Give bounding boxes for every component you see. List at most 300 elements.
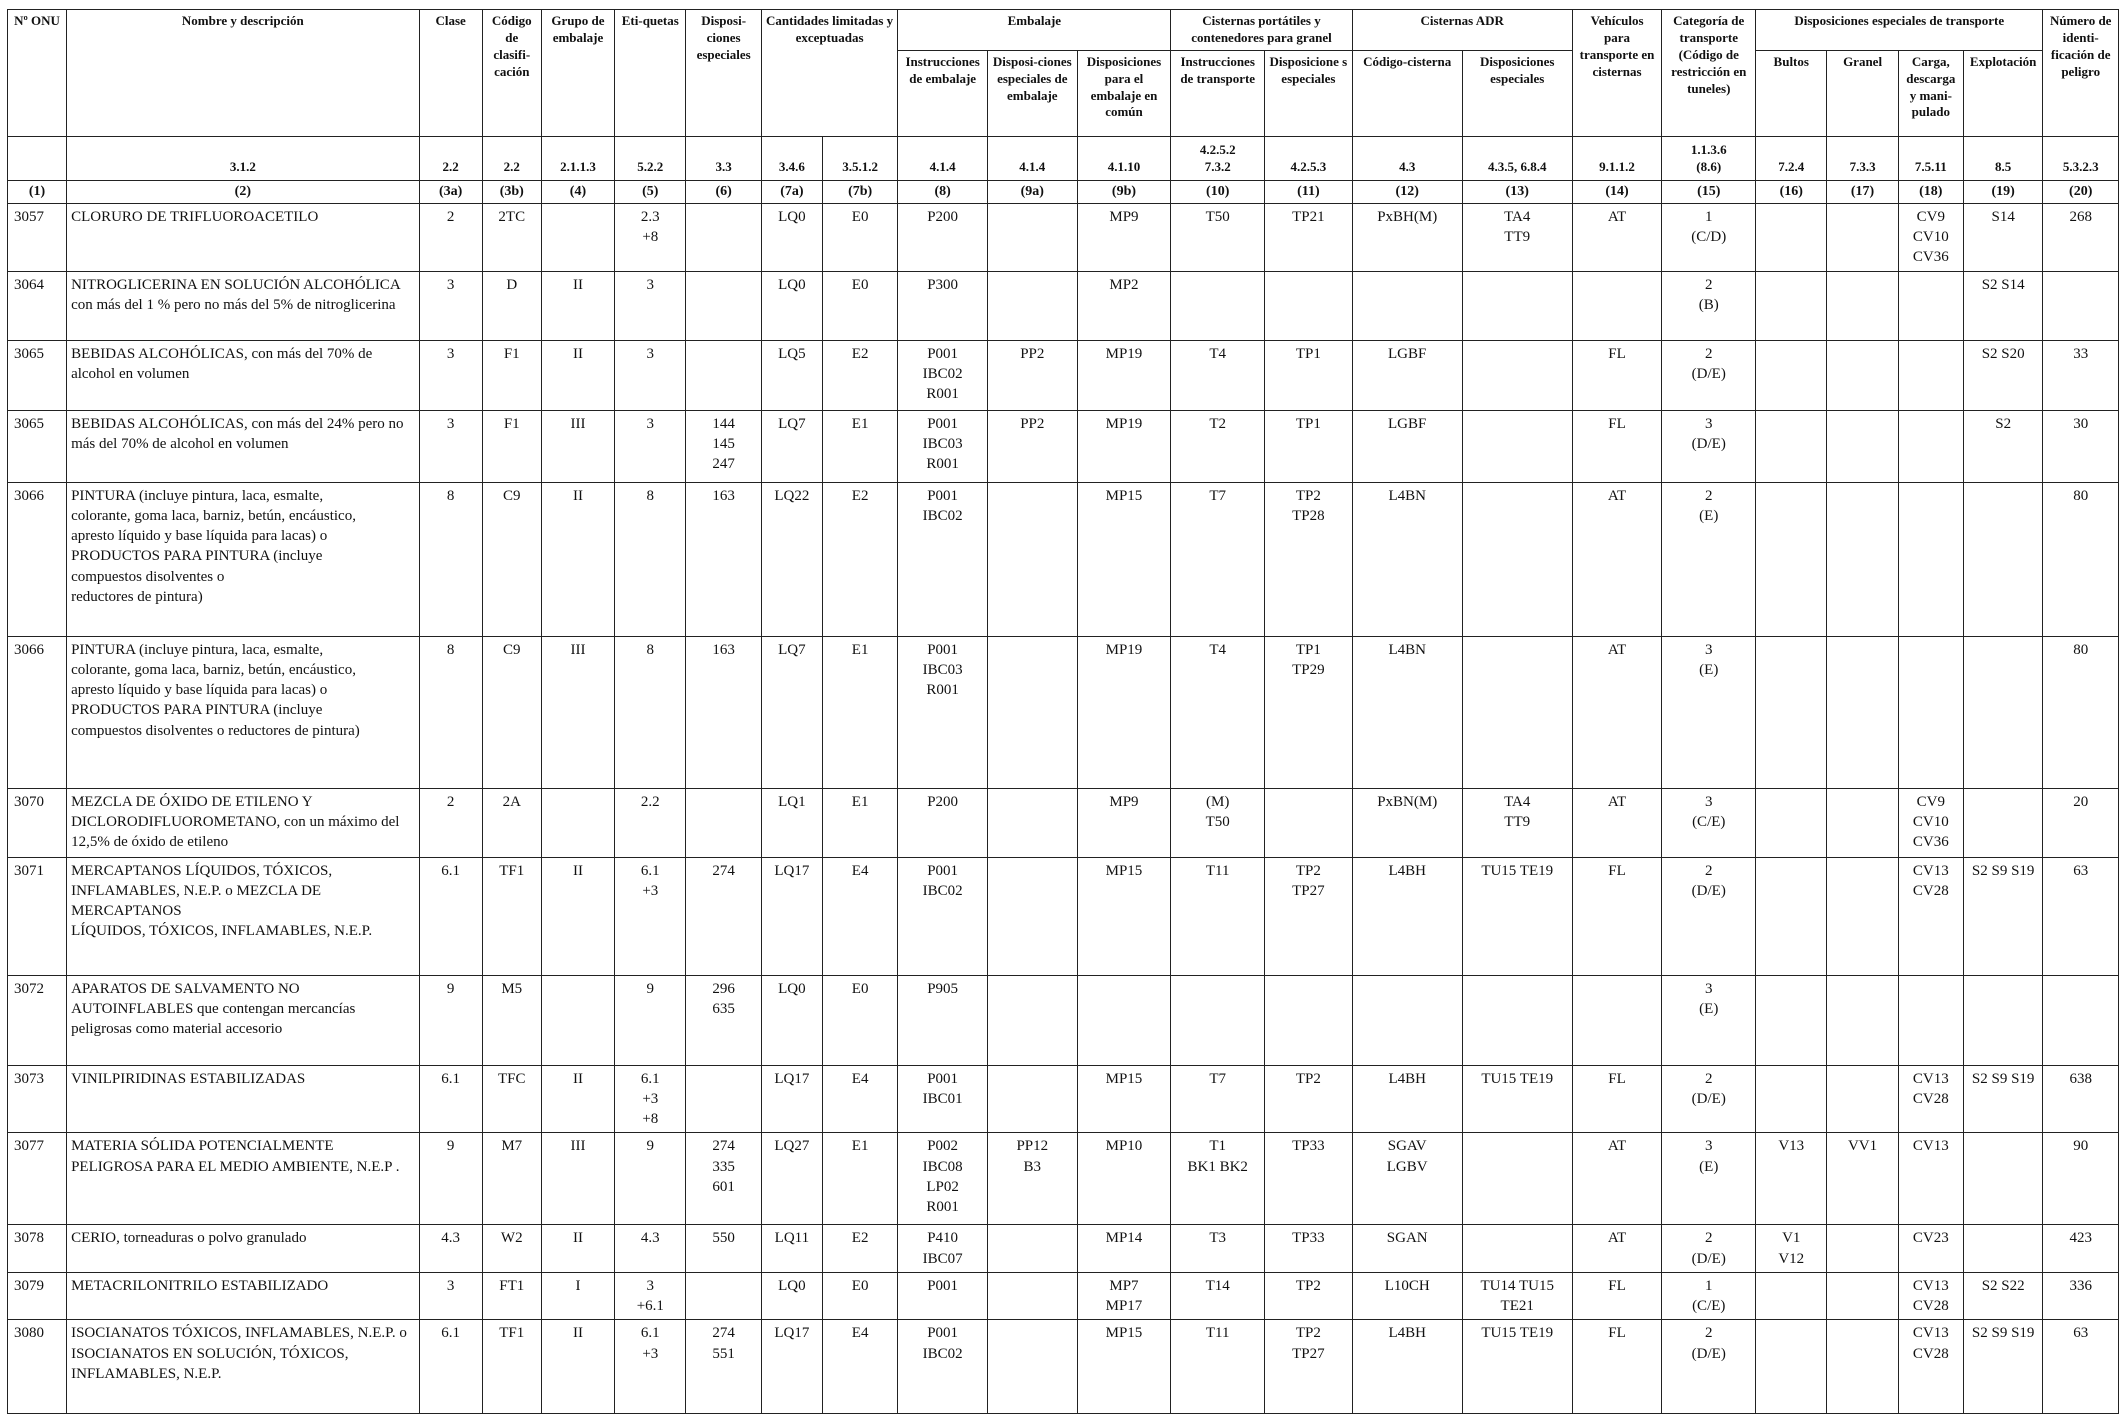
col-header-embalaje-comun: Disposiciones para el embalaje en común bbox=[1077, 50, 1171, 136]
cell-line: 3 bbox=[446, 276, 455, 293]
cell-line: 3 bbox=[446, 415, 455, 432]
col-header-embalaje: Embalaje bbox=[898, 10, 1171, 51]
cell-line: TP1 bbox=[1295, 415, 1321, 432]
table-row bbox=[8, 1320, 2119, 1414]
col-ref-lq: 3.4.6 bbox=[761, 136, 822, 180]
cell-granel bbox=[1827, 340, 1898, 410]
col-num-grupo: (4) bbox=[541, 180, 614, 203]
cell-grupo bbox=[541, 203, 614, 271]
cell-embalaje-comun bbox=[1077, 410, 1171, 482]
cell-line: TU15 TE19 bbox=[1481, 1070, 1554, 1087]
cell-codigo bbox=[482, 203, 541, 271]
cell-line: S2 S9 S19 bbox=[1971, 862, 2035, 879]
cell-line: 63 bbox=[2073, 862, 2089, 879]
cell-carga bbox=[1898, 857, 1963, 975]
cell-grupo bbox=[541, 1133, 614, 1225]
cell-line: TE21 bbox=[1500, 1298, 1534, 1315]
cell-line: T50 bbox=[1205, 208, 1230, 225]
cell-cantidad-limitada bbox=[761, 340, 822, 410]
cell-cantidad-limitada bbox=[761, 1272, 822, 1320]
cell-carga bbox=[1898, 1133, 1963, 1225]
cell-disp-cisternas bbox=[1265, 410, 1353, 482]
col-num-lq: (7a) bbox=[761, 180, 822, 203]
cell-line: LP02 bbox=[926, 1178, 959, 1195]
table-row bbox=[8, 1272, 2119, 1320]
cell-line: LQ17 bbox=[774, 1325, 810, 1342]
cell-line: PINTURA (incluye pintura, laca, esmalte, bbox=[71, 487, 324, 504]
cell-peligro bbox=[2043, 636, 2119, 788]
col-num-explotacion: (19) bbox=[1963, 180, 2043, 203]
cell-disp-cisternas bbox=[1265, 788, 1353, 857]
cell-line: C9 bbox=[503, 641, 521, 658]
cell-line: S2 S14 bbox=[1981, 276, 2025, 293]
cell-line: TP2 bbox=[1295, 1325, 1321, 1342]
cell-line: 3 bbox=[1704, 641, 1713, 658]
cell-line: S2 S22 bbox=[1981, 1277, 2025, 1294]
cell-line: apresto líquido y base líquida para lacas) o bbox=[71, 682, 328, 699]
cell-carga bbox=[1898, 340, 1963, 410]
cell-vehiculos bbox=[1572, 975, 1662, 1065]
cell-line: LQ5 bbox=[778, 345, 806, 362]
cell-line: LGBF bbox=[1388, 415, 1427, 432]
cell-codigo-cisterna bbox=[1352, 1272, 1462, 1320]
cell-line: 6.1 bbox=[441, 1325, 461, 1342]
cell-line: II bbox=[572, 276, 583, 293]
cell-codigo bbox=[482, 1065, 541, 1133]
cell-line: II bbox=[572, 1070, 583, 1087]
cell-line: B3 bbox=[1023, 1158, 1042, 1175]
cell-cantidad-limitada bbox=[761, 788, 822, 857]
col-header-instrucciones-embalaje: Instrucciones de embalaje bbox=[898, 50, 988, 136]
cell-line: LQ0 bbox=[778, 208, 806, 225]
cell-embalaje-comun bbox=[1077, 857, 1171, 975]
cell-line: +3 bbox=[642, 882, 659, 899]
cell-disp-embalaje bbox=[987, 975, 1077, 1065]
cell-disposiciones bbox=[686, 857, 761, 975]
cell-line: R001 bbox=[926, 456, 959, 473]
cell-peligro bbox=[2043, 1320, 2119, 1414]
table-row bbox=[8, 410, 2119, 482]
cell-peligro bbox=[2043, 788, 2119, 857]
cell-clase bbox=[419, 1225, 482, 1273]
cell-cantidad-exceptuada bbox=[822, 636, 897, 788]
cell-instrucciones-embalaje bbox=[898, 1133, 988, 1225]
col-ref-disp-embalaje: 4.1.4 bbox=[987, 136, 1077, 180]
cell-embalaje-comun bbox=[1077, 636, 1171, 788]
table-row bbox=[8, 340, 2119, 410]
col-header-categoria: Categoría de transporte (Código de restricción en tuneles) bbox=[1662, 10, 1756, 137]
cell-line: AT bbox=[1607, 641, 1627, 658]
col-ref-clase: 2.2 bbox=[419, 136, 482, 180]
cell-disp-adr bbox=[1462, 1320, 1572, 1414]
cell-cantidad-exceptuada bbox=[822, 1272, 897, 1320]
cell-line: 423 bbox=[2069, 1230, 2092, 1247]
cell-line: W2 bbox=[500, 1230, 523, 1247]
cell-line: P300 bbox=[927, 276, 959, 293]
cell-line: (E) bbox=[1699, 507, 1719, 524]
cell-line: 30 bbox=[2073, 415, 2089, 432]
cell-embalaje-comun bbox=[1077, 1320, 1171, 1414]
cell-line: II bbox=[572, 1230, 583, 1247]
col-ref-eq: 3.5.1.2 bbox=[822, 136, 897, 180]
cell-line: PRODUCTOS PARA PINTURA (incluye bbox=[71, 548, 323, 565]
col-header-peligro: Número de identi-ficación de peligro bbox=[2043, 10, 2119, 137]
cell-vehiculos bbox=[1572, 340, 1662, 410]
col-ref-bultos: 7.2.4 bbox=[1756, 136, 1827, 180]
cell-vehiculos bbox=[1572, 636, 1662, 788]
cell-disposiciones bbox=[686, 636, 761, 788]
col-header-disposiciones: Disposi-ciones especiales bbox=[686, 10, 761, 137]
cell-un-number bbox=[8, 1065, 67, 1133]
cell-un-number bbox=[8, 340, 67, 410]
cell-line: 3077 bbox=[14, 1138, 44, 1155]
cell-instrucciones-transporte bbox=[1171, 857, 1265, 975]
cell-line: 2 bbox=[1704, 862, 1713, 879]
cell-peligro bbox=[2043, 340, 2119, 410]
cell-instrucciones-embalaje bbox=[898, 340, 988, 410]
cell-granel bbox=[1827, 271, 1898, 340]
cell-grupo bbox=[541, 271, 614, 340]
cell-line: III bbox=[570, 641, 586, 658]
table-body bbox=[8, 203, 2119, 1414]
cell-line: compuestos disolventes o reductores de pintura) bbox=[71, 722, 360, 739]
cell-instrucciones-transporte bbox=[1171, 482, 1265, 636]
col-num-vehiculos: (14) bbox=[1572, 180, 1662, 203]
col-header-vehiculos: Vehículos para transporte en cisternas bbox=[1572, 10, 1662, 137]
cell-line: T3 bbox=[1209, 1230, 1227, 1247]
cell-line: 163 bbox=[712, 641, 735, 658]
col-num-peligro: (20) bbox=[2043, 180, 2119, 203]
cell-line: LGBV bbox=[1386, 1158, 1428, 1175]
cell-instrucciones-embalaje bbox=[898, 857, 988, 975]
cell-line: 7.3.2 bbox=[1204, 158, 1231, 174]
cell-line: 8 bbox=[446, 487, 455, 504]
cell-line: 2 bbox=[1704, 1230, 1713, 1247]
cell-line: M5 bbox=[501, 980, 523, 997]
cell-explotacion bbox=[1963, 857, 2043, 975]
cell-cantidad-exceptuada bbox=[822, 1225, 897, 1273]
cell-codigo bbox=[482, 1225, 541, 1273]
cell-line: P002 bbox=[927, 1138, 959, 1155]
cell-peligro bbox=[2043, 271, 2119, 340]
cell-line: apresto líquido y base líquida para lacas) o bbox=[71, 528, 328, 545]
cell-line: 3070 bbox=[14, 793, 44, 810]
cell-clase bbox=[419, 1065, 482, 1133]
cell-codigo-cisterna bbox=[1352, 857, 1462, 975]
cell-line: PxBN(M) bbox=[1377, 793, 1438, 810]
cell-line: LQ17 bbox=[774, 1070, 810, 1087]
cell-line: E2 bbox=[851, 487, 869, 504]
cell-line: 3 bbox=[1704, 1138, 1713, 1155]
cell-line: 2TC bbox=[498, 208, 526, 225]
cell-explotacion bbox=[1963, 1065, 2043, 1133]
cell-bultos bbox=[1756, 1320, 1827, 1414]
cell-etiquetas bbox=[615, 975, 686, 1065]
cell-un-number bbox=[8, 1272, 67, 1320]
cell-granel bbox=[1827, 857, 1898, 975]
cell-line: AT bbox=[1607, 1230, 1627, 1247]
cell-line: E1 bbox=[851, 793, 869, 810]
cell-bultos bbox=[1756, 1065, 1827, 1133]
table-row bbox=[8, 482, 2119, 636]
cell-line: V12 bbox=[1778, 1250, 1805, 1267]
cell-un-number bbox=[8, 636, 67, 788]
cell-line: 3065 bbox=[14, 415, 44, 432]
cell-codigo bbox=[482, 1133, 541, 1225]
cell-carga bbox=[1898, 482, 1963, 636]
cell-instrucciones-embalaje bbox=[898, 1272, 988, 1320]
col-num-embalaje-comun: (9b) bbox=[1077, 180, 1171, 203]
cell-disposiciones bbox=[686, 1065, 761, 1133]
cell-line: MP17 bbox=[1105, 1298, 1143, 1315]
cell-line: 3 bbox=[1704, 793, 1713, 810]
cell-codigo-cisterna bbox=[1352, 636, 1462, 788]
cell-line: T4 bbox=[1209, 345, 1227, 362]
cell-disp-embalaje bbox=[987, 1272, 1077, 1320]
cell-line: 145 bbox=[712, 435, 735, 452]
cell-instrucciones-embalaje bbox=[898, 271, 988, 340]
cell-line: FL bbox=[1608, 345, 1626, 362]
cell-bultos bbox=[1756, 857, 1827, 975]
cell-name bbox=[67, 636, 419, 788]
cell-line: P001 bbox=[927, 1070, 959, 1087]
cell-disp-embalaje bbox=[987, 203, 1077, 271]
cell-line: CV36 bbox=[1912, 249, 1949, 266]
cell-name: MATERIA SÓLIDA POTENCIALMENTE PELIGROSA PARA EL MEDIO AMBIENTE, N.E.P . bbox=[67, 1133, 419, 1225]
cell-carga bbox=[1898, 1225, 1963, 1273]
cell-disp-cisternas bbox=[1265, 1225, 1353, 1273]
cell-line: CV9 bbox=[1916, 208, 1945, 225]
cell-bultos bbox=[1756, 975, 1827, 1065]
cell-vehiculos bbox=[1572, 1272, 1662, 1320]
cell-explotacion bbox=[1963, 636, 2043, 788]
cell-explotacion bbox=[1963, 1225, 2043, 1273]
cell-line: (M) bbox=[1206, 793, 1230, 810]
cell-instrucciones-embalaje bbox=[898, 975, 988, 1065]
cell-name: METACRILONITRILO ESTABILIZADO bbox=[67, 1272, 419, 1320]
cell-granel bbox=[1827, 636, 1898, 788]
cell-line: 2 bbox=[1704, 1325, 1713, 1342]
cell-instrucciones-transporte bbox=[1171, 975, 1265, 1065]
cell-line: CV13 bbox=[1912, 1138, 1949, 1155]
cell-carga bbox=[1898, 1320, 1963, 1414]
col-header-cantidades: Cantidades limitadas y exceptuadas bbox=[761, 10, 898, 137]
cell-line: 2 bbox=[446, 208, 455, 225]
cell-disp-embalaje bbox=[987, 482, 1077, 636]
cell-name: ISOCIANATOS TÓXICOS, INFLAMABLES, N.E.P. o ISOCIANATOS EN SOLUCIÓN, TÓXICOS, INFLAMABLES, N.E.P. bbox=[67, 1320, 419, 1414]
cell-line: 9 bbox=[646, 1138, 655, 1155]
cell-line: 3066 bbox=[14, 641, 44, 658]
cell-codigo-cisterna bbox=[1352, 975, 1462, 1065]
cell-cantidad-exceptuada bbox=[822, 482, 897, 636]
cell-line: TP1 bbox=[1295, 641, 1321, 658]
cell-line: T11 bbox=[1205, 862, 1230, 879]
cell-line: P410 bbox=[927, 1230, 959, 1247]
cell-line: MERCAPTANOS bbox=[71, 903, 182, 920]
cell-line: TP27 bbox=[1292, 882, 1325, 899]
col-header-disp-adr: Disposiciones especiales bbox=[1462, 50, 1572, 136]
cell-disposiciones bbox=[686, 1272, 761, 1320]
cell-instrucciones-transporte bbox=[1171, 788, 1265, 857]
cell-bultos bbox=[1756, 636, 1827, 788]
cell-line: IBC03 bbox=[922, 661, 963, 678]
cell-etiquetas bbox=[615, 1320, 686, 1414]
cell-clase bbox=[419, 203, 482, 271]
col-ref-granel: 7.3.3 bbox=[1827, 136, 1898, 180]
cell-line: TP33 bbox=[1292, 1138, 1325, 1155]
cell-disp-adr bbox=[1462, 1225, 1572, 1273]
cell-vehiculos bbox=[1572, 1133, 1662, 1225]
cell-vehiculos bbox=[1572, 410, 1662, 482]
cell-instrucciones-transporte bbox=[1171, 410, 1265, 482]
cell-line: TP29 bbox=[1292, 661, 1325, 678]
cell-line: SGAV bbox=[1387, 1138, 1427, 1155]
cell-cantidad-limitada bbox=[761, 482, 822, 636]
cell-codigo-cisterna bbox=[1352, 482, 1462, 636]
cell-disp-adr bbox=[1462, 636, 1572, 788]
cell-line: LQ7 bbox=[778, 415, 806, 432]
cell-line: TF1 bbox=[499, 1325, 525, 1342]
cell-line: 63 bbox=[2073, 1325, 2089, 1342]
cell-codigo-cisterna bbox=[1352, 271, 1462, 340]
cell-line: LQ27 bbox=[774, 1138, 810, 1155]
cell-disp-cisternas bbox=[1265, 1133, 1353, 1225]
cell-line: II bbox=[572, 1325, 583, 1342]
cell-line: colorante, goma laca, barniz, betún, encáustico, bbox=[71, 661, 356, 678]
table-row bbox=[8, 1225, 2119, 1273]
cell-line: 6.1 bbox=[441, 1070, 461, 1087]
cell-line: SGAN bbox=[1386, 1230, 1428, 1247]
col-num-etiquetas: (5) bbox=[615, 180, 686, 203]
cell-peligro bbox=[2043, 482, 2119, 636]
cell-disp-embalaje bbox=[987, 271, 1077, 340]
cell-name: BEBIDAS ALCOHÓLICAS, con más del 24% pero no más del 70% de alcohol en volumen bbox=[67, 410, 419, 482]
col-ref-disp-cisternas: 4.2.5.3 bbox=[1265, 136, 1353, 180]
cell-line: P001 bbox=[927, 487, 959, 504]
cell-embalaje-comun bbox=[1077, 1225, 1171, 1273]
cell-line: +8 bbox=[642, 1111, 659, 1128]
cell-line: MP2 bbox=[1109, 276, 1139, 293]
cell-line: (C/E) bbox=[1692, 813, 1726, 830]
col-header-codigo: Código de clasifi-cación bbox=[482, 10, 541, 137]
cell-line: VV1 bbox=[1847, 1138, 1878, 1155]
col-num-disposiciones: (6) bbox=[686, 180, 761, 203]
cell-line: PINTURA (incluye pintura, laca, esmalte, bbox=[71, 641, 324, 658]
cell-disp-embalaje bbox=[987, 636, 1077, 788]
cell-line: FL bbox=[1608, 862, 1626, 879]
cell-embalaje-comun bbox=[1077, 1133, 1171, 1225]
cell-instrucciones-embalaje bbox=[898, 788, 988, 857]
cell-line: P905 bbox=[927, 980, 959, 997]
cell-cantidad-limitada bbox=[761, 1065, 822, 1133]
cell-line: D bbox=[506, 276, 518, 293]
cell-vehiculos bbox=[1572, 482, 1662, 636]
cell-name bbox=[67, 857, 419, 975]
cell-line: 20 bbox=[2073, 793, 2089, 810]
cell-cantidad-exceptuada bbox=[822, 410, 897, 482]
cell-explotacion bbox=[1963, 788, 2043, 857]
cell-line: V1 bbox=[1782, 1230, 1801, 1247]
cell-line: 3064 bbox=[14, 276, 44, 293]
table-row bbox=[8, 271, 2119, 340]
cell-cantidad-exceptuada bbox=[822, 1133, 897, 1225]
cell-line: 8 bbox=[446, 641, 455, 658]
cell-line: 3 bbox=[646, 1277, 655, 1294]
cell-line: CV13 bbox=[1912, 1325, 1949, 1342]
cell-line: 638 bbox=[2069, 1070, 2092, 1087]
cell-line: CV28 bbox=[1912, 1345, 1949, 1362]
cell-line: T14 bbox=[1205, 1277, 1230, 1294]
cell-line: L4BN bbox=[1388, 641, 1426, 658]
cell-categoria bbox=[1662, 1320, 1756, 1414]
cell-grupo bbox=[541, 482, 614, 636]
cell-line: MP19 bbox=[1105, 345, 1143, 362]
cell-granel bbox=[1827, 975, 1898, 1065]
cell-line: 3 bbox=[646, 276, 655, 293]
cell-line: 635 bbox=[712, 1000, 735, 1017]
cell-line: 3078 bbox=[14, 1230, 44, 1247]
col-header-un: Nº ONU bbox=[8, 10, 67, 137]
cell-codigo-cisterna bbox=[1352, 203, 1462, 271]
cell-explotacion bbox=[1963, 482, 2043, 636]
cell-etiquetas bbox=[615, 1272, 686, 1320]
cell-line: IBC08 bbox=[922, 1158, 963, 1175]
cell-explotacion bbox=[1963, 340, 2043, 410]
cell-line: 268 bbox=[2069, 208, 2092, 225]
cell-etiquetas bbox=[615, 1133, 686, 1225]
cell-line: (B) bbox=[1698, 296, 1719, 313]
table-row bbox=[8, 857, 2119, 975]
col-header-instrucciones-transporte: Instrucciones de transporte bbox=[1171, 50, 1265, 136]
cell-line: IBC01 bbox=[922, 1090, 963, 1107]
table-row bbox=[8, 203, 2119, 271]
cell-line: 90 bbox=[2073, 1138, 2089, 1155]
cell-line: 1.1.3.6 bbox=[1690, 142, 1727, 157]
cell-line: M7 bbox=[501, 1138, 523, 1155]
cell-embalaje-comun bbox=[1077, 1272, 1171, 1320]
cell-carga bbox=[1898, 1272, 1963, 1320]
cell-line: LQ0 bbox=[778, 276, 806, 293]
cell-vehiculos bbox=[1572, 1225, 1662, 1273]
cell-categoria bbox=[1662, 1065, 1756, 1133]
cell-explotacion bbox=[1963, 410, 2043, 482]
cell-vehiculos bbox=[1572, 203, 1662, 271]
cell-etiquetas bbox=[615, 1065, 686, 1133]
cell-codigo-cisterna bbox=[1352, 1065, 1462, 1133]
cell-line: E0 bbox=[851, 980, 869, 997]
cell-instrucciones-transporte bbox=[1171, 1320, 1265, 1414]
cell-line: AT bbox=[1607, 793, 1627, 810]
cell-explotacion bbox=[1963, 1272, 2043, 1320]
col-ref-embalaje-comun: 4.1.10 bbox=[1077, 136, 1171, 180]
cell-disp-cisternas bbox=[1265, 975, 1353, 1065]
cell-line: 144 bbox=[712, 415, 735, 432]
cell-line: 80 bbox=[2073, 487, 2089, 504]
cell-disposiciones bbox=[686, 482, 761, 636]
cell-line: 550 bbox=[712, 1230, 735, 1247]
cell-bultos bbox=[1756, 203, 1827, 271]
cell-line: 274 bbox=[712, 1325, 735, 1342]
col-ref-instrucciones-transporte bbox=[1171, 136, 1265, 180]
cell-line: +3 bbox=[642, 1090, 659, 1107]
cell-line: R001 bbox=[926, 386, 959, 403]
cell-line: MP19 bbox=[1105, 641, 1143, 658]
cell-line: CV9 bbox=[1916, 793, 1945, 810]
cell-cantidad-exceptuada bbox=[822, 788, 897, 857]
cell-line: 6.1 bbox=[640, 1325, 660, 1342]
cell-line: V13 bbox=[1778, 1138, 1805, 1155]
cell-line: PP2 bbox=[1020, 415, 1045, 432]
